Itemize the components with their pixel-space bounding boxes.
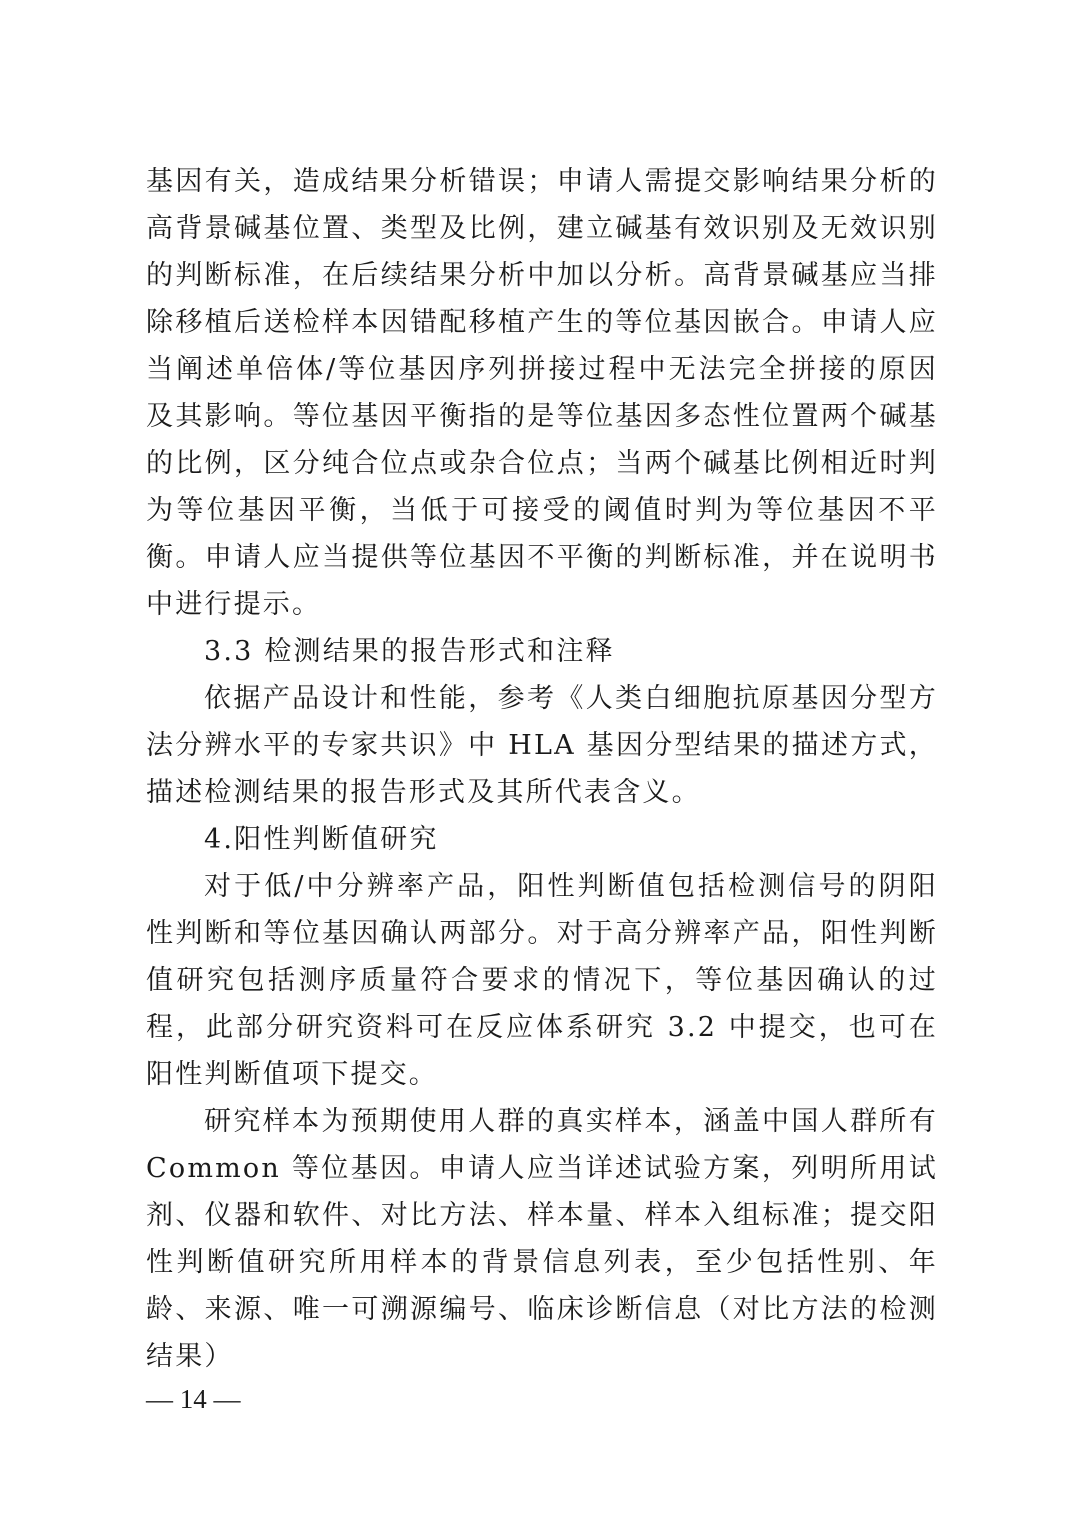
paragraph-positive-cutoff: 对于低/中分辨率产品，阳性判断值包括检测信号的阴阳性判断和等位基因确认两部分。对于高分辨率产品，阳性判断值研究包括测序质量符合要求的情况下，等位基因确认的过程，此部分研究资料可在反应体系研究 3.2 中提交，也可在阳性判断值项下提交。	[146, 871, 938, 1090]
paragraph-research-samples: 研究样本为预期使用人群的真实样本，涵盖中国人群所有 Common 等位基因。申请人应当详述试验方案，列明所用试剂、仪器和软件、对比方法、样本量、样本入组标准；提交阳性判断值研究所用样本的背景信息列表，至少包括性别、年龄、来源、唯一可溯源编号、临床诊断信息（对比方法的检测结果）	[146, 1106, 938, 1372]
section-heading-4: 4.阳性判断值研究	[204, 824, 439, 855]
page-number: — 14 —	[146, 1384, 241, 1414]
section-heading-3-3: 3.3 检测结果的报告形式和注释	[204, 636, 615, 667]
paragraph-continued: 基因有关，造成结果分析错误；申请人需提交影响结果分析的高背景碱基位置、类型及比例，建立碱基有效识别及无效识别的判断标准，在后续结果分析中加以分析。高背景碱基应当排除移植后送检样本因错配移植产生的等位基因嵌合。申请人应当阐述单倍体/等位基因序列拼接过程中无法完全拼接的原因及其影响。等位基因平衡指的是等位基因多态性位置两个碱基的比例，区分纯合位点或杂合位点；当两个碱基比例相近时判为等位基因平衡，当低于可接受的阈值时判为等位基因不平衡。申请人应当提供等位基因不平衡的判断标准，并在说明书中进行提示。	[146, 166, 938, 620]
paragraph-report-format: 依据产品设计和性能，参考《人类白细胞抗原基因分型方法分辨水平的专家共识》中 HLA 基因分型结果的描述方式，描述检测结果的报告形式及其所代表含义。	[146, 683, 938, 808]
body-text	[146, 158, 938, 1380]
